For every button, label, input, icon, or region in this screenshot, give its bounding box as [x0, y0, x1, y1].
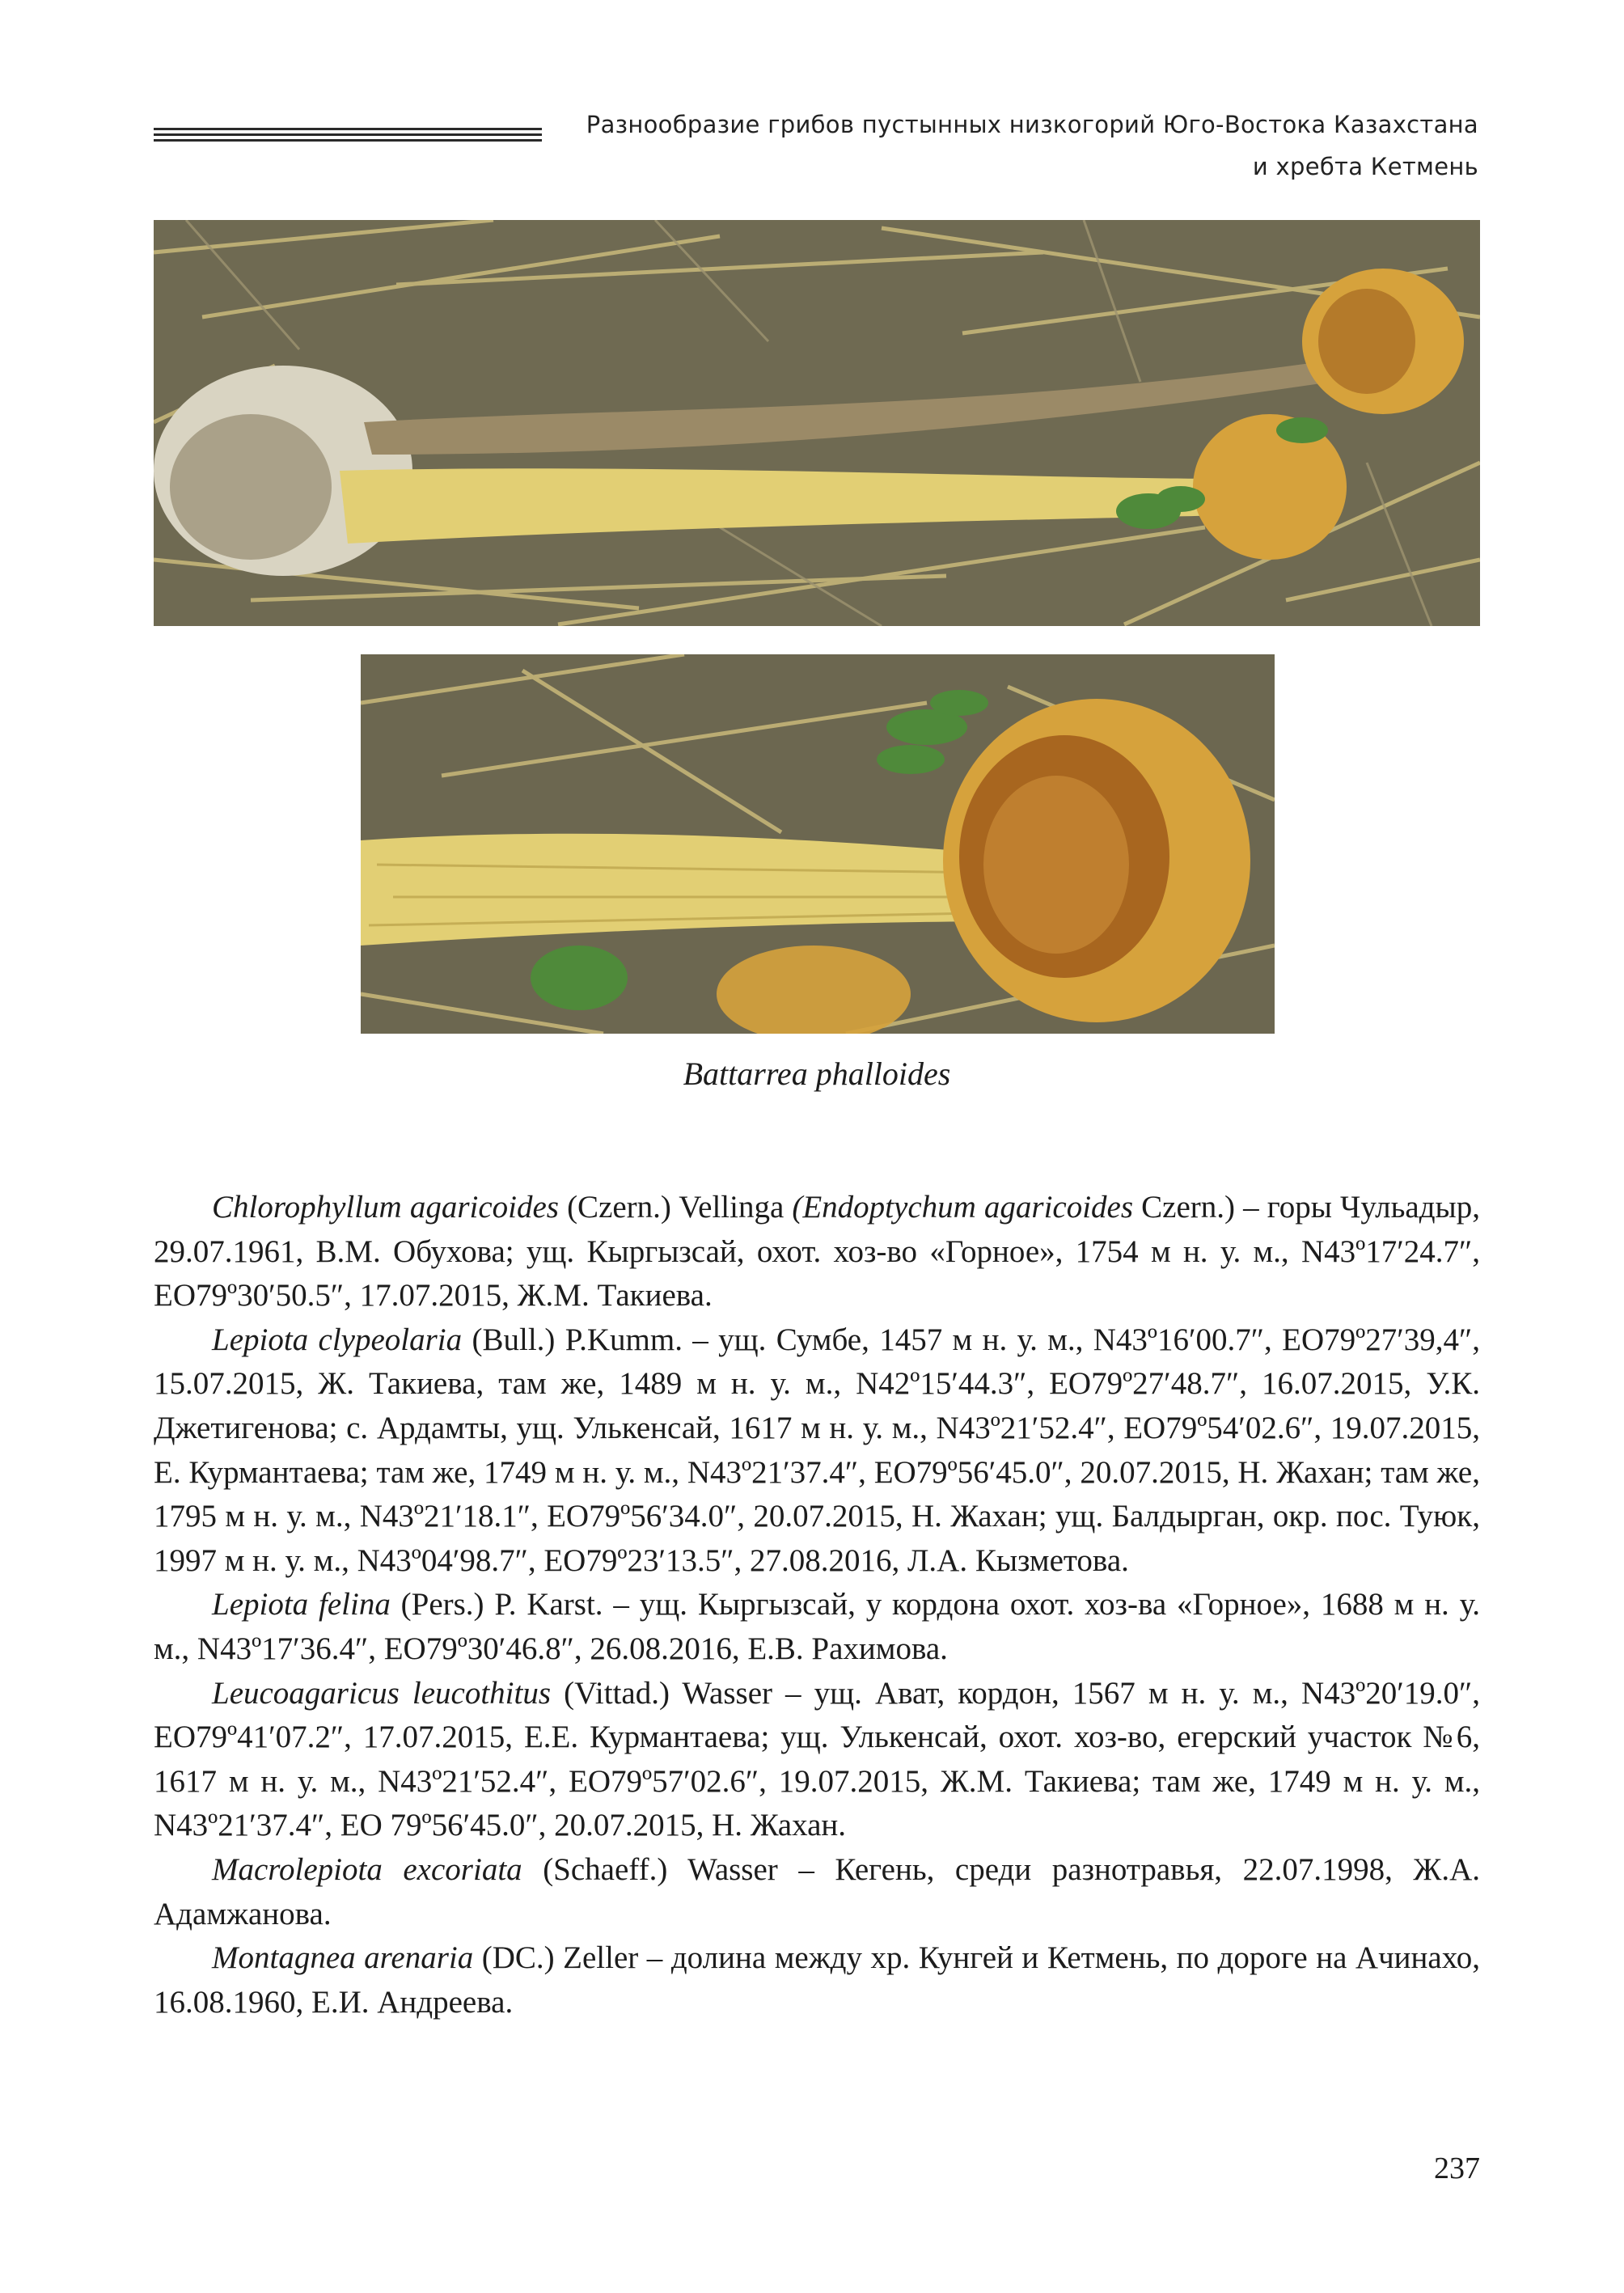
species-synonym: (Endoptychum agaricoides [792, 1190, 1134, 1225]
species-author: (Czern.) Vellinga [558, 1190, 793, 1225]
species-paragraph [154, 1583, 1480, 1671]
running-header [154, 104, 1478, 192]
header-rule [154, 139, 542, 142]
species-record: (Vittad.) Wasser – ущ. Ават, кордон, 1567 м н. у. м., N43º20′19.0″, EO79º41′07.2″, 17.07.2015, Е.Е. Курмантаева; ущ. Улькенсай, охот. хоз-во, егерский участок №6, 1617 м н. у. м., N43º21′52.4″, EO79º57′02.6″, 19.07.2015, Ж.М. Такиева; там же, 1749 м н. у. м., N43º21′37.4″, EO 79º56′45.0″, 20.07.2015, Н. Жахан. [154, 1675, 1481, 1843]
species-paragraph [154, 1936, 1480, 2024]
running-title-line-2: и хребта Кетмень [1252, 153, 1478, 180]
fungus-photo-bottom-drawing [361, 654, 1275, 1034]
species-name: Macrolepiota excoriata [212, 1851, 522, 1887]
fungus-photo-bottom [361, 654, 1275, 1034]
species-record: (Pers.) P. Karst. – ущ. Кыргызсай, у кордона охот. хоз-ва «Горное», 1688 м н. у. м., N43º17′36.4″, EO79º30′46.8″, 26.08.2016, Е.В. Рахимова. [154, 1587, 1480, 1666]
species-name: Lepiota clypeolaria [212, 1322, 463, 1357]
species-name: Montagnea arenaria [212, 1940, 474, 1976]
species-paragraph [154, 1672, 1480, 1848]
species-list [154, 1186, 1480, 2024]
fungus-photo-top [154, 220, 1480, 626]
running-title-line-1: Разнообразие грибов пустынных низкогорий Юго-Востока Казахстана [586, 111, 1478, 138]
running-title [586, 104, 1478, 188]
species-record: (DC.) Zeller – долина между хр. Кунгей и Кетмень, по дороге на Ачинахо, 16.08.1960, Е.И. Андреева. [154, 1940, 1481, 2020]
header-rule [154, 133, 542, 136]
species-record: (Schaeff.) Wasser – Кегень, среди разнотравья, 22.07.1998, Ж.А. Адамжанова. [154, 1851, 1480, 1931]
page-number: 237 [1434, 2151, 1480, 2185]
species-name: Chlorophyllum agaricoides [212, 1190, 559, 1225]
header-rule [154, 128, 542, 130]
figure-caption: Battarrea phalloides [683, 1056, 951, 1092]
species-paragraph [154, 1848, 1480, 1936]
species-record: Czern.) – горы Чульадыр, 29.07.1961, В.М. Обухова; ущ. Кыргызсай, охот. хоз-во «Горное», 1754 м н. у. м., N43º17′24.7″, EO79º30′50.5″, 17.07.2015, Ж.М. Такиева. [154, 1190, 1481, 1314]
species-name: Lepiota felina [212, 1587, 391, 1622]
species-paragraph [154, 1186, 1480, 1318]
species-name: Leucoagaricus leucothitus [212, 1675, 552, 1711]
species-paragraph [154, 1318, 1480, 1584]
fungus-photo-top-drawing [154, 220, 1480, 626]
species-record: (Bull.) P.Kumm. – ущ. Сумбе, 1457 м н. у. м., N43º16′00.7″, EO79º27′39,4″, 15.07.2015, Ж. Такиева, там же, 1489 м н. у. м., N42º15′44.3″, EO79º27′48.7″, 16.07.2015, У.К. Джетигенова; с. Ардамты, ущ. Улькенсай, 1617 м н. у. м., N43º21′52.4″, EO79º54′02.6″, 19.07.2015, Е. Курмантаева; там же, 1749 м н. у. м., N43º21′37.4″, EO79º56′45.0″, 20.07.2015, Н. Жахан; там же, 1795 м н. у. м., N43º21′18.1″, EO79º56′34.0″, 20.07.2015, Н. Жахан; ущ. Балдырган, окр. пос. Туюк, 1997 м н. у. м., N43º04′98.7″, EO79º23′13.5″, 27.08.2016, Л.А. Кызметова. [154, 1322, 1480, 1578]
